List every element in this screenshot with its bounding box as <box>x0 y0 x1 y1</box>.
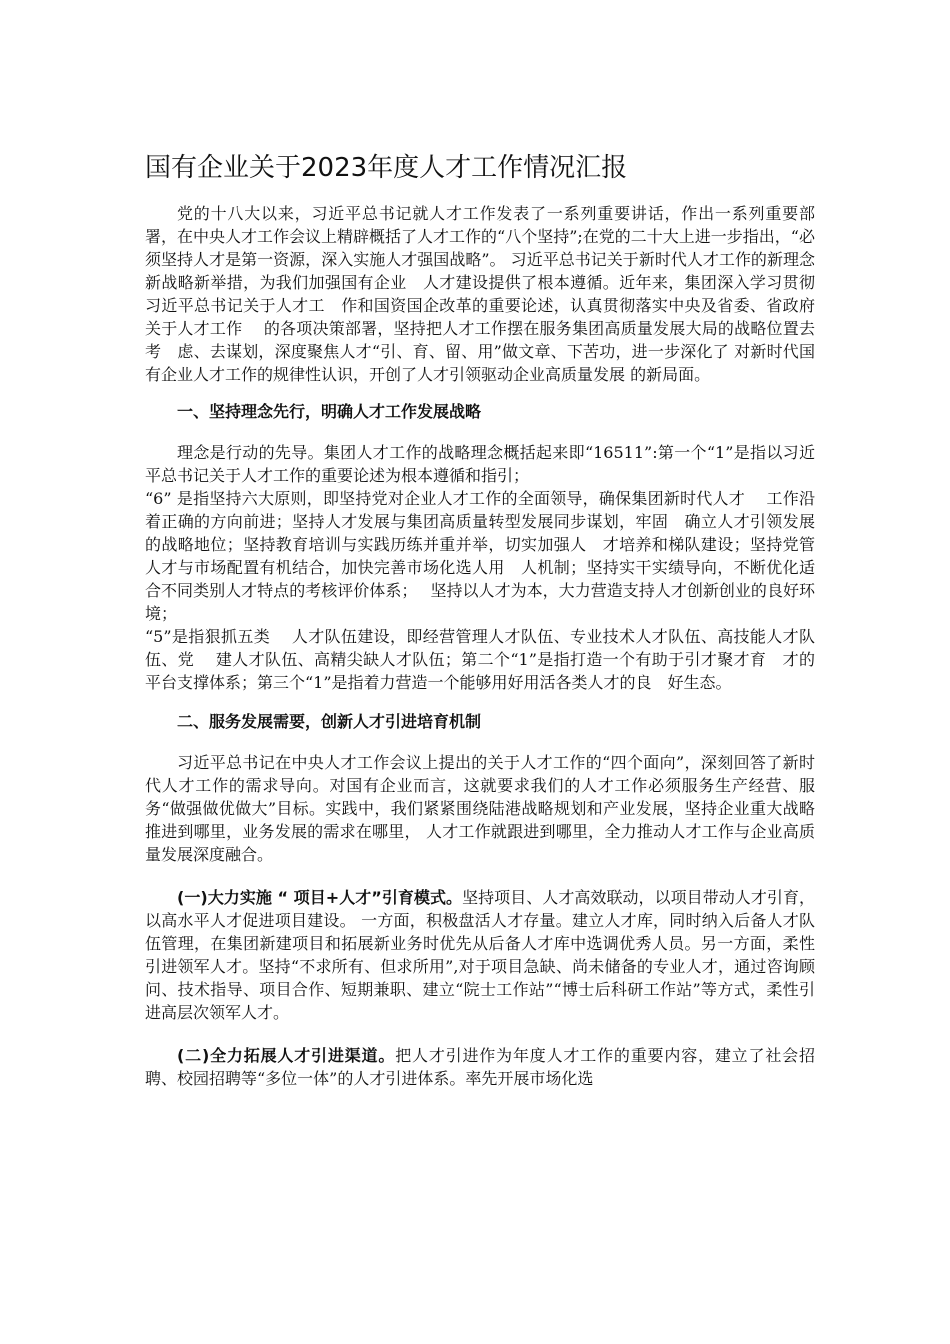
subsection-2-paragraph <box>145 1044 815 1090</box>
subsection-2-body: 把人才引进作为年度人才工作的重要内容，建立了社会招聘、校园招聘等“多位一体”的人才引进体系。率先开展市场化选 <box>145 1046 815 1088</box>
subsection-1-lead: (一)大力实施 “ 项目+人才”引育模式。 <box>177 888 463 907</box>
section-1-heading: 一、坚持理念先行，明确人才工作发展战略 <box>177 402 482 421</box>
section-2-heading: 二、服务发展需要，创新人才引进培育机制 <box>177 712 482 731</box>
intro-paragraph: 党的十八大以来，习近平总书记就人才工作发表了一系列重要讲话，作出一系列重要部署，在中央人才工作会议上精辟概括了人才工作的“八个坚持”;在党的二十大上进一步指出，“必须坚持人才是第一资源，深入实施人才强国战略”。 习近平总书记关于新时代人才工作的新理念新战略新举措，为我们加强国有企业 人才建设提供了根本遵循。近年来，集团深入学习贯彻习近平总书记关于人才工 作和国资国企改革的重要论述，认真贯彻落实中央及省委、省政府关于人才工作 的各项决策部署，坚持把人才工作摆在服务集团高质量发展大局的战略位置去考 虑、去谋划，深度聚焦人才“引、育、留、用”做文章、下苦功，进一步深化了 对新时代国有企业人才工作的规律性认识，开创了人才引领驱动企业高质量发展 的新局面。 <box>145 204 815 384</box>
subsection-1-paragraph <box>145 886 815 1024</box>
document-page <box>145 150 815 1104</box>
subsection-2-lead: (二)全力拓展人才引进渠道。 <box>177 1046 396 1065</box>
document-title: 国有企业关于2023年度人才工作情况汇报 <box>145 153 628 183</box>
section-1-paragraph: 理念是行动的先导。集团人才工作的战略理念概括起来即“16511”:第一个“1”是指以习近平总书记关于人才工作的重要论述为根本遵循和指引； “6” 是指坚持六大原则，即坚持党对企业人才工作的全面领导，确保集团新时代人才 工作沿着正确的方向前进；坚持人才发展与集团高质量转型发展同步谋划，牢固 确立人才引领发展的战略地位；坚持教育培训与实践历练并重并举，切实加强人 才培养和梯队建设；坚持党管人才与市场配置有机结合，加快完善市场化选人用 人机制；坚持实干实绩导向，不断优化适合不同类别人才特点的考核评价体系； 坚持以人才为本，大力营造支持人才创新创业的良好环境； “5”是指狠抓五类 人才队伍建设，即经营管理人才队伍、专业技术人才队伍、高技能人才队伍、党 建人才队伍、高精尖缺人才队伍；第二个“1”是指打造一个有助于引才聚才育 才的平台支撑体系；第三个“1”是指着力营造一个能够用好用活各类人才的良 好生态。 <box>145 443 815 692</box>
section-2-paragraph: 习近平总书记在中央人才工作会议上提出的关于人才工作的“四个面向”，深刻回答了新时代人才工作的需求导向。对国有企业而言，这就要求我们的人才工作必须服务生产经营、服务“做强做优做大”目标。实践中，我们紧紧围绕陆港战略规划和产业发展，坚持企业重大战略推进到哪里，业务发展的需求在哪里， 人才工作就跟进到哪里，全力推动人才工作与企业高质量发展深度融合。 <box>145 753 815 864</box>
subsection-1-body: 坚持项目、人才高效联动，以项目带动人才引育，以高水平人才促进项目建设。 一方面，积极盘活人才存量。建立人才库，同时纳入后备人才队伍管理，在集团新建项目和拓展新业务时优先从后备人才库中选调优秀人员。另一方面，柔性引进领军人才。坚持“不求所有、但求所用”,对于项目急缺、尚未储备的专业人才，通过咨询顾问、技术指导、项目合作、短期兼职、建立“院士工作站”“博士后科研工作站”等方式，柔性引进高层次领军人才。 <box>145 888 815 1022</box>
